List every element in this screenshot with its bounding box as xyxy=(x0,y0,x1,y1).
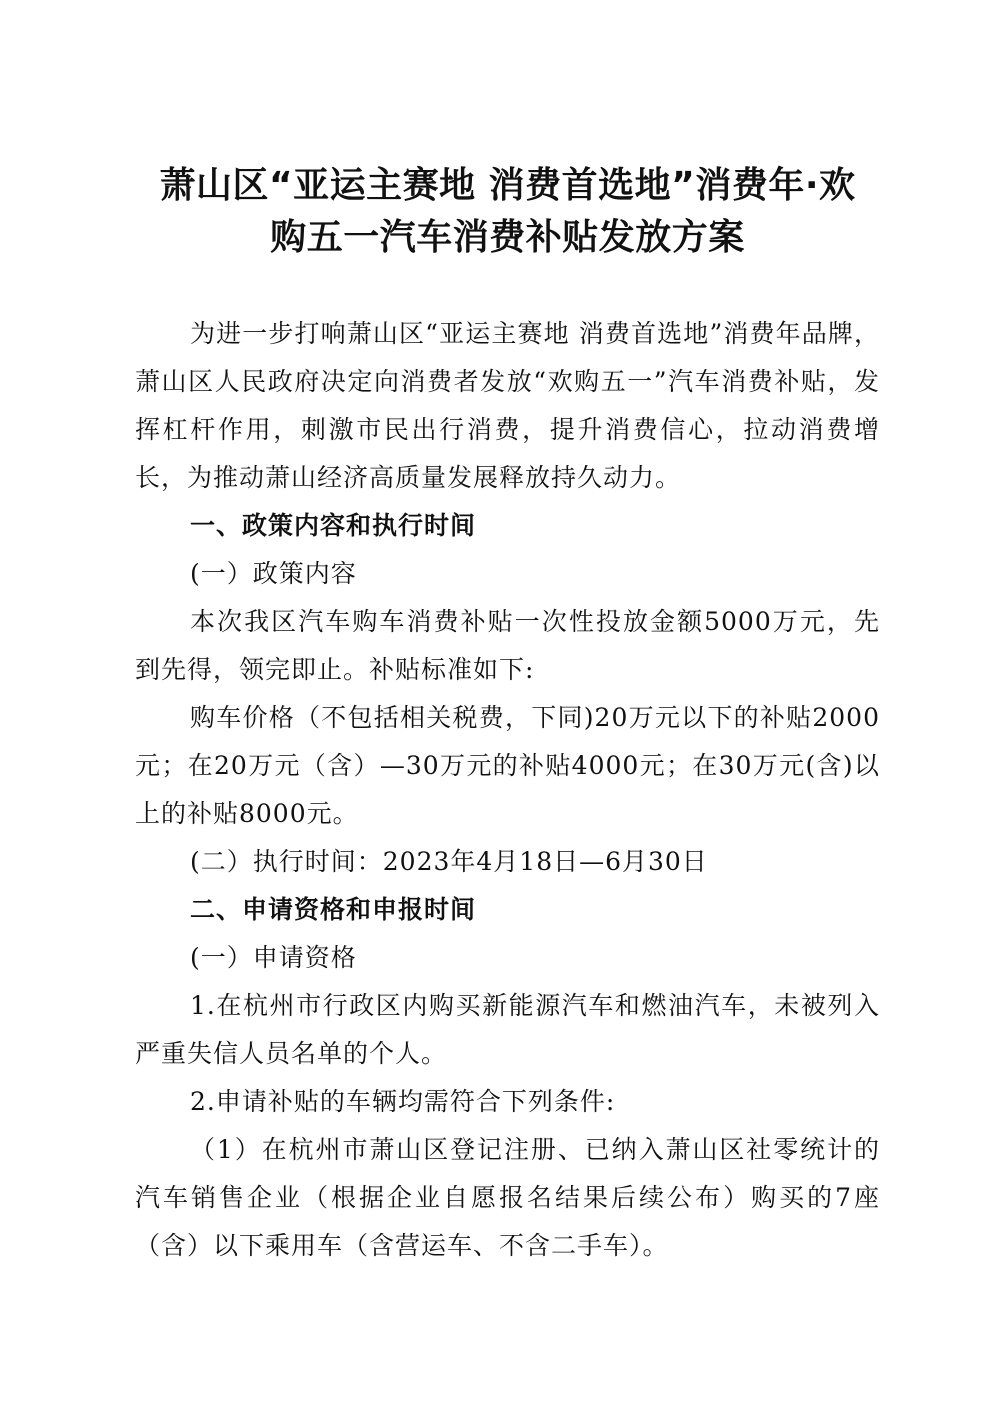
subheading-execution-time: (二）执行时间：2023年4月18日—6月30日 xyxy=(190,847,708,876)
intro-paragraph: 为进一步打响萧山区“亚运主赛地 消费首选地”消费年品牌，萧山区人民政府决定向消费者发放“欢购五一”汽车消费补贴，发挥杠杆作用，刺激市民出行消费，提升消费信心，拉动消费增长，为推动萧山经济高质量发展释放持久动力。 xyxy=(135,319,880,492)
document-title-line-1: 萧山区“亚运主赛地 消费首选地”消费年·欢 xyxy=(159,165,856,206)
section-heading-policy: 一、政策内容和执行时间 xyxy=(190,511,477,540)
eligibility-item-1: 1.在杭州市行政区内购买新能源汽车和燃油汽车，未被列入严重失信人员名单的个人。 xyxy=(135,991,880,1068)
eligibility-item-2: 2.申请补贴的车辆均需符合下列条件: xyxy=(190,1087,616,1116)
policy-amount-paragraph: 本次我区汽车购车消费补贴一次性投放金额5000万元，先到先得，领完即止。补贴标准如下: xyxy=(135,607,880,684)
document-title xyxy=(135,160,880,264)
document-body xyxy=(135,310,880,1270)
subheading-eligibility: (一）申请资格 xyxy=(190,943,357,972)
subheading-policy-content: (一）政策内容 xyxy=(190,559,357,588)
document-title-line-2: 购五一汽车消费补贴发放方案 xyxy=(270,217,745,258)
subsidy-standard-paragraph: 购车价格（不包括相关税费，下同)20万元以下的补贴2000元；在20万元（含）—30万元的补贴4000元；在30万元(含)以上的补贴8000元。 xyxy=(135,703,880,828)
section-heading-eligibility: 二、申请资格和申报时间 xyxy=(190,895,477,924)
eligibility-item-2-1: （1）在杭州市萧山区登记注册、已纳入萧山区社零统计的汽车销售企业（根据企业自愿报名结果后续公布）购买的7座（含）以下乘用车（含营运车、不含二手车）。 xyxy=(135,1135,880,1260)
